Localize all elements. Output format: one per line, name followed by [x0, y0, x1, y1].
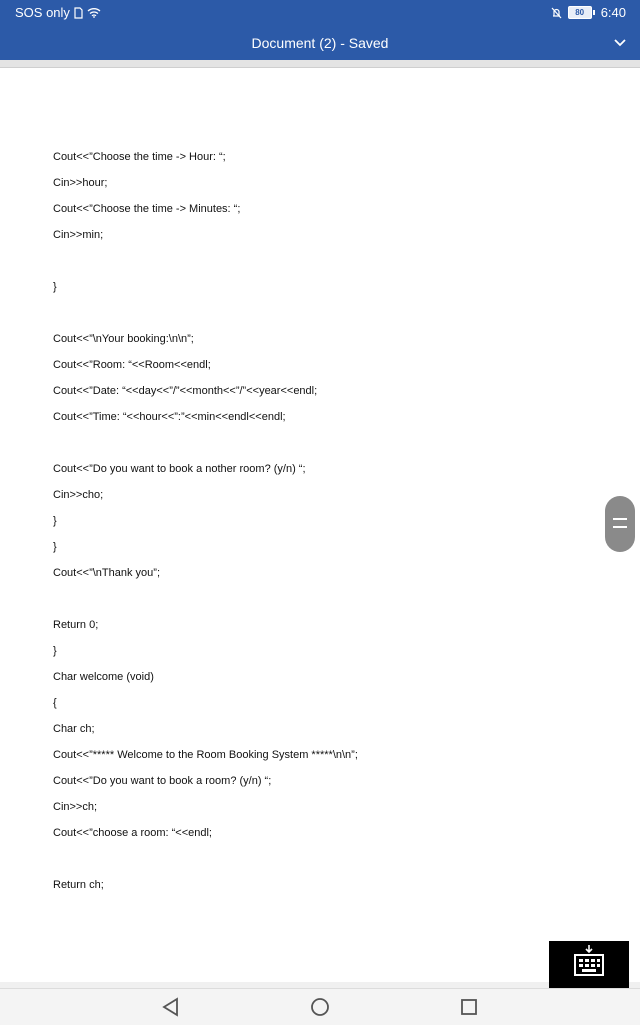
- code-line[interactable]: Cout<<”Do you want to book a nother room? (y/n) “;: [53, 463, 306, 475]
- title-bar: [0, 26, 640, 60]
- code-line[interactable]: Char welcome (void): [53, 671, 154, 683]
- scroll-handle[interactable]: [605, 496, 635, 552]
- mute-icon: [551, 7, 562, 19]
- code-line[interactable]: }: [53, 515, 57, 527]
- code-line[interactable]: Cout<<”Time: “<<hour<<”:”<<min<<endl<<endl;: [53, 411, 286, 423]
- code-line[interactable]: Cout<<”Choose the time -> Minutes: “;: [53, 203, 241, 215]
- code-line[interactable]: Cout<<”\nYour booking:\n\n”;: [53, 333, 194, 345]
- code-line[interactable]: }: [53, 645, 57, 657]
- code-line[interactable]: }: [53, 541, 57, 553]
- battery-level: 80: [568, 6, 592, 19]
- code-line[interactable]: Cin>>ch;: [53, 801, 98, 813]
- home-icon[interactable]: [308, 994, 332, 1020]
- recents-icon[interactable]: [458, 994, 480, 1020]
- toolbar-divider: [0, 60, 640, 68]
- code-line[interactable]: Cout<<”choose a room: “<<endl;: [53, 827, 212, 839]
- keyboard-toggle-button[interactable]: [549, 941, 629, 989]
- code-line[interactable]: Cout<<”Room: “<<Room<<endl;: [53, 359, 211, 371]
- wifi-icon: [87, 7, 101, 18]
- code-line[interactable]: }: [53, 281, 57, 293]
- clock: 6:40: [600, 5, 626, 20]
- status-bar: [0, 0, 640, 26]
- code-line[interactable]: Cin>>min;: [53, 229, 104, 241]
- code-line[interactable]: Cout<<”Date: “<<day<<”/”<<month<<”/”<<year<<endl;: [53, 385, 318, 397]
- code-line[interactable]: Return 0;: [53, 619, 99, 631]
- status-left: [15, 5, 101, 20]
- sim-card-icon: [74, 7, 83, 19]
- code-line[interactable]: Cout<<”Do you want to book a room? (y/n) “;: [53, 775, 272, 787]
- chevron-down-icon[interactable]: [612, 35, 628, 51]
- code-line[interactable]: Char ch;: [53, 723, 95, 735]
- code-line[interactable]: Cout<<”***** Welcome to the Room Booking System *****\n\n”;: [53, 749, 358, 761]
- carrier-label: SOS only: [15, 5, 70, 20]
- status-right: [551, 5, 626, 20]
- back-icon[interactable]: [160, 994, 182, 1020]
- code-line[interactable]: Cout<<”\nThank you”;: [53, 567, 161, 579]
- keyboard-icon: [549, 941, 629, 989]
- code-line[interactable]: Cin>>cho;: [53, 489, 104, 501]
- code-line[interactable]: Return ch;: [53, 879, 104, 891]
- system-nav-bar: [0, 988, 640, 1025]
- code-line[interactable]: {: [53, 697, 57, 709]
- battery-icon: [568, 6, 595, 19]
- code-line[interactable]: Cin>>hour;: [53, 177, 108, 189]
- code-line[interactable]: Cout<<”Choose the time -> Hour: “;: [53, 151, 226, 163]
- document-title[interactable]: Document (2) - Saved: [251, 35, 389, 51]
- document-page[interactable]: [0, 68, 640, 982]
